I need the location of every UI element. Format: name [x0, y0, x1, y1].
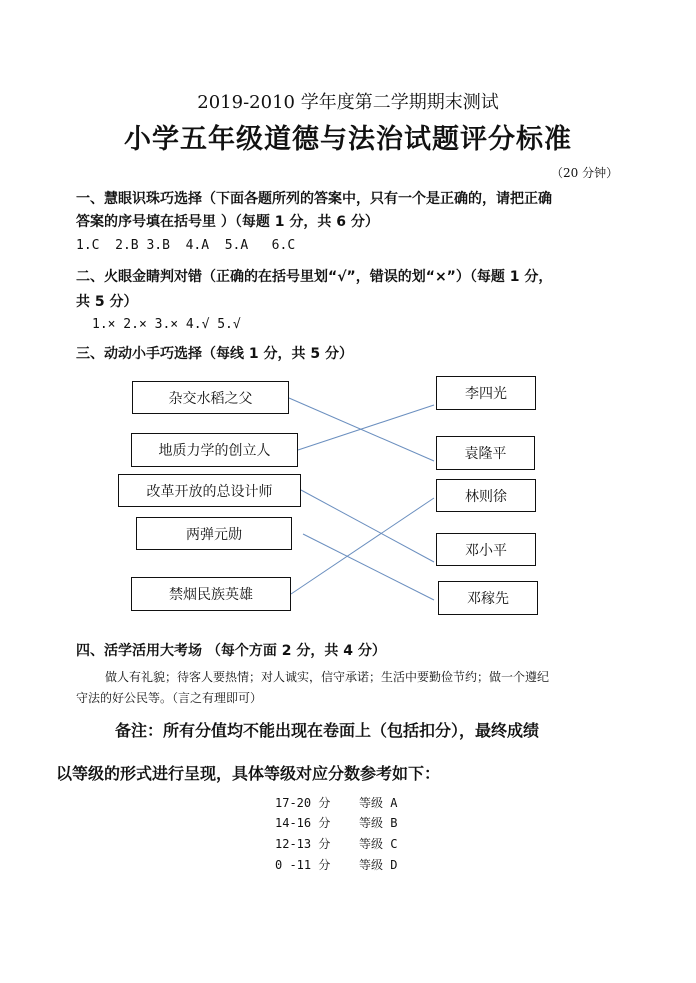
- match-line-2: [298, 405, 434, 450]
- grade-range-b: 14-16 分: [275, 816, 331, 830]
- section2-answers: 1.× 2.× 3.× 4.√ 5.√: [92, 317, 241, 332]
- match-left-item-2: 地质力学的创立人: [131, 433, 298, 467]
- duration-label: （20 分钟）: [551, 166, 619, 180]
- grade-level-b: 等级 B: [359, 816, 398, 830]
- grade-level-a: 等级 A: [359, 796, 398, 810]
- section4-heading: 四、活学活用大考场 （每个方面 2 分，共 4 分）: [76, 643, 386, 659]
- section1-heading-line1: 一、慧眼识珠巧选择（下面各题所列的答案中，只有一个是正确的，请把正确: [76, 191, 552, 207]
- section1-heading-line2: 答案的序号填在括号里 ）（每题 1 分，共 6 分）: [76, 214, 379, 230]
- grade-level-d: 等级 D: [359, 858, 398, 872]
- match-left-item-1: 杂交水稻之父: [132, 381, 289, 414]
- match-right-item-5: 邓稼先: [438, 581, 538, 615]
- match-line-4: [303, 534, 434, 600]
- section4-answer-line1: 做人有礼貌；待客人要热情；对人诚实，信守承诺；生活中要勤俭节约；做一个遵纪: [105, 670, 550, 684]
- match-left-item-3: 改革开放的总设计师: [118, 474, 301, 507]
- section1-answers: 1.C 2.B 3.B 4.A 5.A 6.C: [76, 238, 296, 253]
- grade-range-c: 12-13 分: [275, 837, 331, 851]
- match-left-item-4: 两弹元勋: [136, 517, 292, 550]
- section3-heading: 三、动动小手巧选择（每线 1 分，共 5 分）: [76, 346, 353, 362]
- match-right-item-3: 林则徐: [436, 479, 536, 512]
- grade-range-a: 17-20 分: [275, 796, 331, 810]
- section2-heading-line1: 二、火眼金睛判对错（正确的在括号里划“√”，错误的划“×”）（每题 1 分，: [76, 269, 553, 285]
- match-right-item-2: 袁隆平: [436, 436, 535, 470]
- note-line2: 以等级的形式进行呈现，具体等级对应分数参考如下：: [56, 764, 441, 783]
- match-right-item-1: 李四光: [436, 376, 536, 410]
- match-right-item-4: 邓小平: [436, 533, 536, 566]
- match-line-3: [301, 490, 434, 562]
- section4-answer-line2: 守法的好公民等。（言之有理即可）: [76, 691, 263, 705]
- page-title: 小学五年级道德与法治试题评分标准: [124, 124, 572, 155]
- grade-level-c: 等级 C: [359, 837, 398, 851]
- match-line-5: [291, 498, 434, 594]
- exam-subtitle: 2019-2010 学年度第二学期期末测试: [197, 92, 499, 113]
- note-line1: 备注：所有分值均不能出现在卷面上（包括扣分），最终成绩: [115, 721, 540, 740]
- grade-range-d: 0 -11 分: [275, 858, 331, 872]
- section2-heading-line2: 共 5 分）: [76, 294, 138, 310]
- match-left-item-5: 禁烟民族英雄: [131, 577, 291, 611]
